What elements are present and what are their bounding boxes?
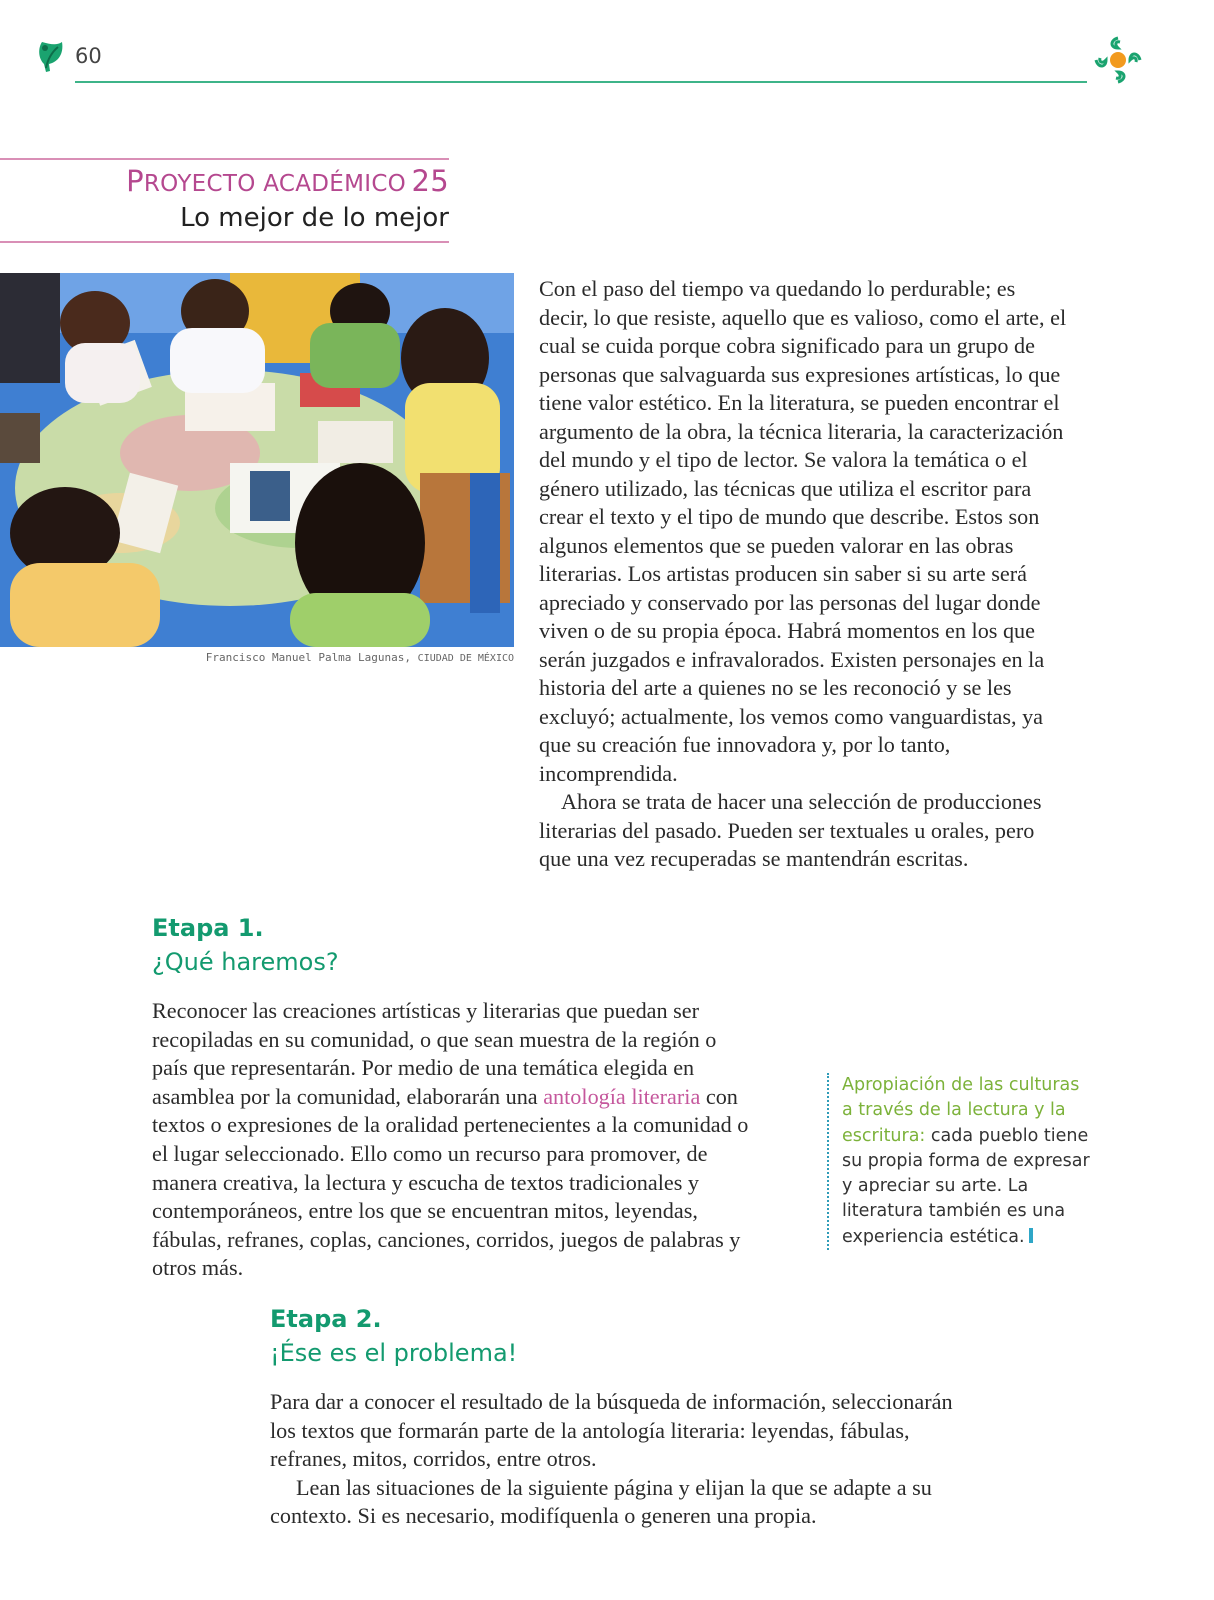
page-number: 60 (75, 44, 102, 68)
leaf-icon (36, 38, 68, 74)
flower-icon (1092, 34, 1144, 86)
etapa-1-heading (152, 911, 339, 979)
etapa-1-paragraph: Reconocer las creaciones artísticas y literarias que puedan ser recopiladas en su comunidad, o que sean muestra de la región o país que representarán. Por medio de una temática elegida en asamblea por la comunidad, elaborarán una antología literaria con textos o expresiones de la oralidad pertenecientes a la comunidad o el lugar seleccionado. Ello como un recurso para promover, de manera creativa, la lectura y escucha de textos tradicionales y contemporáneos, entre los que se encuentran mitos, leyendas, fábulas, refranes, coplas, canciones, corridos, juegos de palabras y otros más. (152, 998, 749, 1281)
intro-paragraph-2: Ahora se trata de hacer una selección de producciones literarias del pasado. Pueden ser textuales u orales, pero que una vez recuperadas se mantendrán escritas. (539, 789, 1042, 871)
glossary-term-antologia[interactable]: antología literaria (543, 1083, 701, 1109)
project-label: PROYECTO ACADÉMICO 25 (126, 164, 449, 198)
etapa-2-heading (270, 1302, 517, 1370)
etapa-2-paragraph-2: Lean las situaciones de la siguiente página y elijan la que se adapte a su contexto. Si es necesario, modifíquenla o generen una propia. (270, 1474, 932, 1529)
side-note-label: Apropiación de las culturas a través de la lectura y la escritura: (842, 1075, 1080, 1146)
side-note-text: cada pueblo tiene su propia forma de expresar y apreciar su arte. La literatura también es una experiencia estética. (842, 1125, 1090, 1247)
etapa-1-question: ¿Qué haremos? (152, 948, 339, 976)
intro-paragraph-1: Con el paso del tiempo va quedando lo perdurable; es decir, lo que resiste, aquello que es valioso, como el arte, el cual se cuida porque cobra significado para un grupo de personas que salvaguarda sus expresiones artísticas, lo que tiene valor estético. En la literatura, se pueden encontrar el argumento de la obra, la técnica literaria, la caracterización del mundo y el tipo de lector. Se valora la temática o el género utilizado, las técnicas que utiliza el escritor para crear el texto y el tipo de mundo que describe. Estos son algunos elementos que se pueden valorar en las obras literarias. Los artistas producen sin saber si su arte será apreciado y conservado por las personas del lugar donde viven o de su propia época. Habrá momentos en los que serán juzgados e infravalorados. Existen personajes en la historia del arte a quienes no se les reconoció y se les excluyó; actualmente, los vemos como vanguardistas, ya que su creación fue innovadora y, por lo tanto, incomprendida. (539, 276, 1067, 786)
etapa-2-question: ¡Ése es el problema! (270, 1339, 518, 1367)
project-title: Lo mejor de lo mejor (180, 203, 449, 233)
etapa-2-text (270, 1388, 970, 1531)
photo-caption: Francisco Manuel Palma Lagunas, CIUDAD DE MÉXICO (205, 651, 514, 664)
header-divider (75, 81, 1087, 83)
title-bottom-rule (0, 241, 449, 243)
etapa-2-number: Etapa 2. (270, 1305, 382, 1333)
title-top-rule (0, 158, 449, 160)
etapa-2-paragraph-1: Para dar a conocer el resultado de la búsqueda de información, seleccionarán los textos que formarán parte de la antología literaria: leyendas, fábulas, refranes, mitos, corridos, entre otros. (270, 1389, 953, 1472)
students-reading-photo (0, 273, 514, 647)
etapa-1-number: Etapa 1. (152, 914, 264, 942)
end-marker-icon (1029, 1228, 1033, 1243)
intro-text (539, 275, 1069, 874)
glossary-side-note (827, 1073, 1092, 1250)
